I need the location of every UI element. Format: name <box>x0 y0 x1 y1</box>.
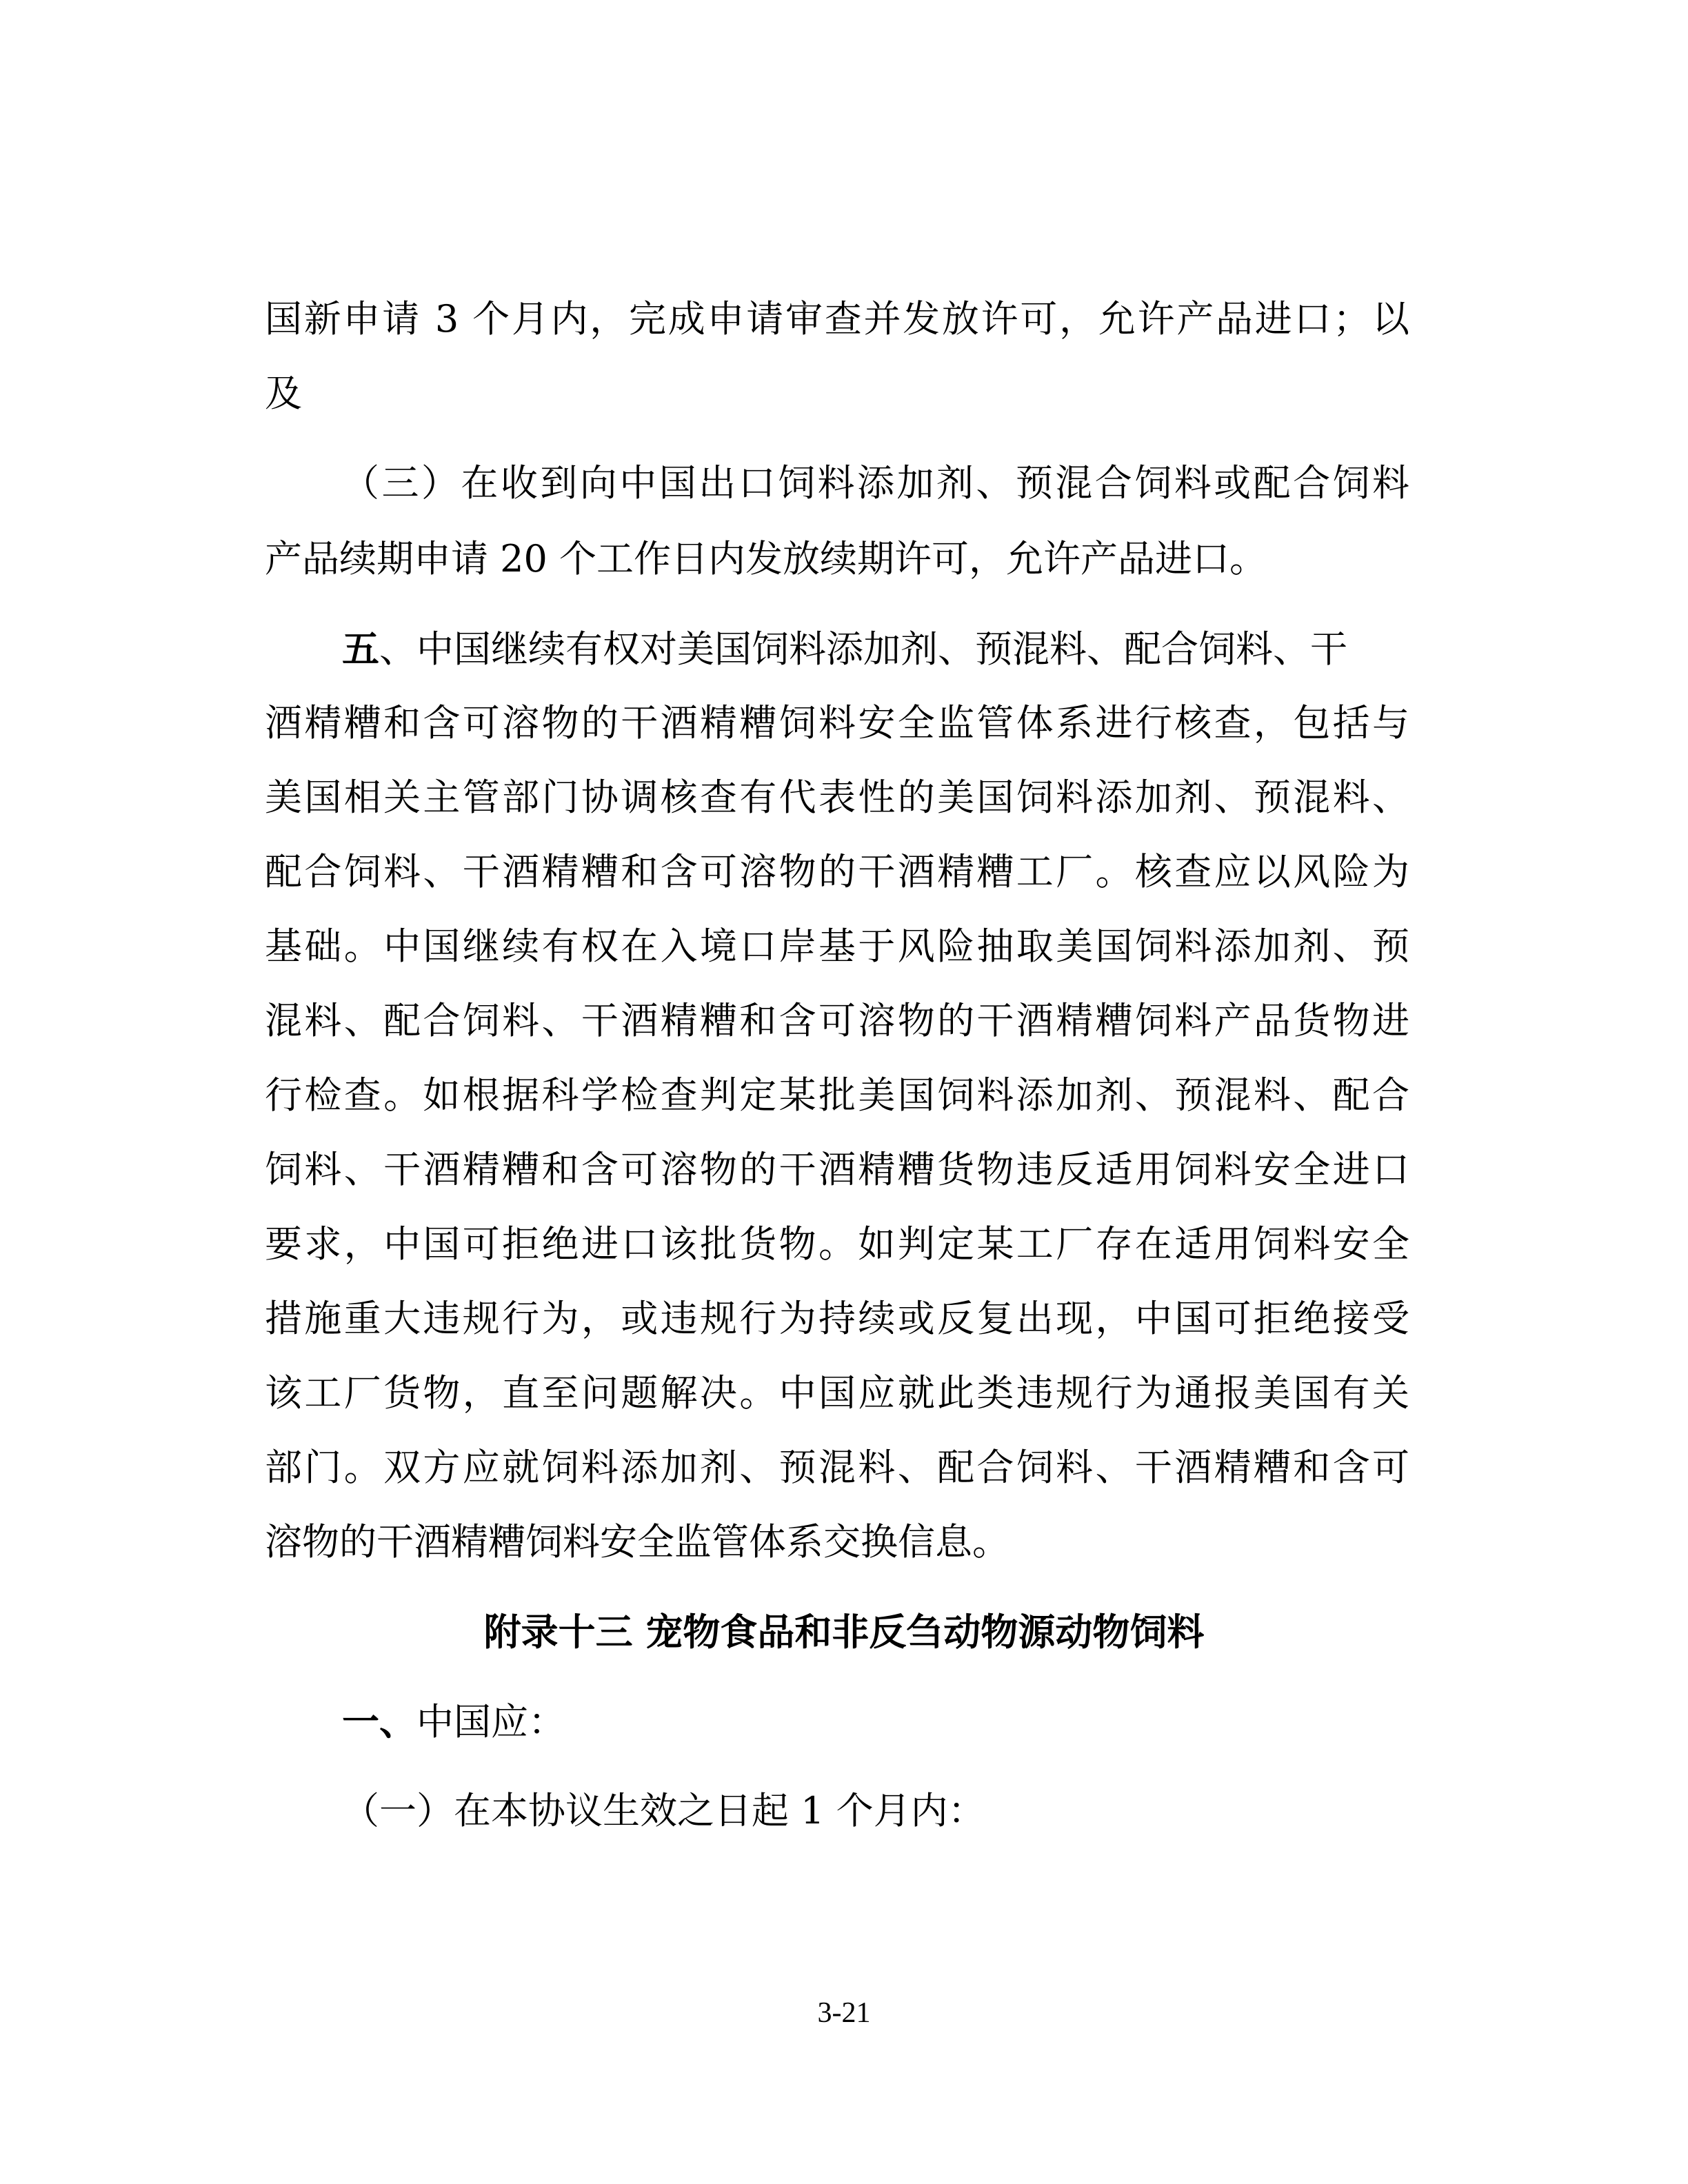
paragraph-line: 行检查。如根据科学检查判定某批美国饲料添加剂、预混料、配合 <box>265 1073 1409 1117</box>
paragraph-line: 要求，中国可拒绝进口该批货物。如判定某工厂存在适用饲料安全 <box>265 1222 1409 1266</box>
paragraph-line: 配合饲料、干酒精糟和含可溶物的干酒精糟工厂。核查应以风险为 <box>265 850 1409 893</box>
appendix-heading: 附录十三 宠物食品和非反刍动物源动物饲料 <box>483 1610 1205 1654</box>
page-number: 3-21 <box>817 1997 871 2029</box>
paragraph-line: 措施重大违规行为，或违规行为持续或反复出现，中国可拒绝接受 <box>265 1297 1409 1340</box>
paragraph-line: 部门。双方应就饲料添加剂、预混料、配合饲料、干酒精糟和含可 <box>265 1446 1409 1489</box>
paragraph-line: （三）在收到向中国出口饲料添加剂、预混合饲料或配合饲料 <box>342 461 1409 505</box>
paragraph-line: 基础。中国继续有权在入境口岸基于风险抽取美国饲料添加剂、预 <box>265 924 1409 968</box>
paragraph-line: 酒精糟和含可溶物的干酒精糟饲料安全监管体系进行核查，包括与 <box>265 701 1409 745</box>
paragraph-line: 该工厂货物，直至问题解决。中国应就此类违规行为通报美国有关 <box>265 1371 1409 1415</box>
section-one-text: 中国应： <box>416 1700 565 1743</box>
paragraph-line: 国新申请 3 个月内，完成申请审查并发放许可，允许产品进口；以 <box>265 297 1409 341</box>
section-one-line <box>342 1697 565 1746</box>
paragraph-line: 及 <box>265 372 302 415</box>
paragraph-line: 饲料、干酒精糟和含可溶物的干酒精糟货物违反适用饲料安全进口 <box>265 1148 1409 1191</box>
paragraph-line: 溶物的干酒精糟饲料安全监管体系交换信息。 <box>265 1520 1009 1564</box>
paragraph-line: 混料、配合饲料、干酒精糟和含可溶物的干酒精糟饲料产品货物进 <box>265 999 1409 1042</box>
section-five-label: 五 <box>342 627 379 671</box>
paragraph-line: 产品续期申请 20 个工作日内发放续期许可，允许产品进口。 <box>265 537 1267 580</box>
section-five-text: 、中国继续有权对美国饲料添加剂、预混料、配合饲料、干 <box>379 627 1347 671</box>
sub-item-line: （一）在本协议生效之日起 1 个月内： <box>342 1789 985 1832</box>
section-one-label: 一、 <box>342 1699 416 1743</box>
paragraph-line <box>342 625 1409 673</box>
paragraph-line: 美国相关主管部门协调核查有代表性的美国饲料添加剂、预混料、 <box>265 776 1409 819</box>
